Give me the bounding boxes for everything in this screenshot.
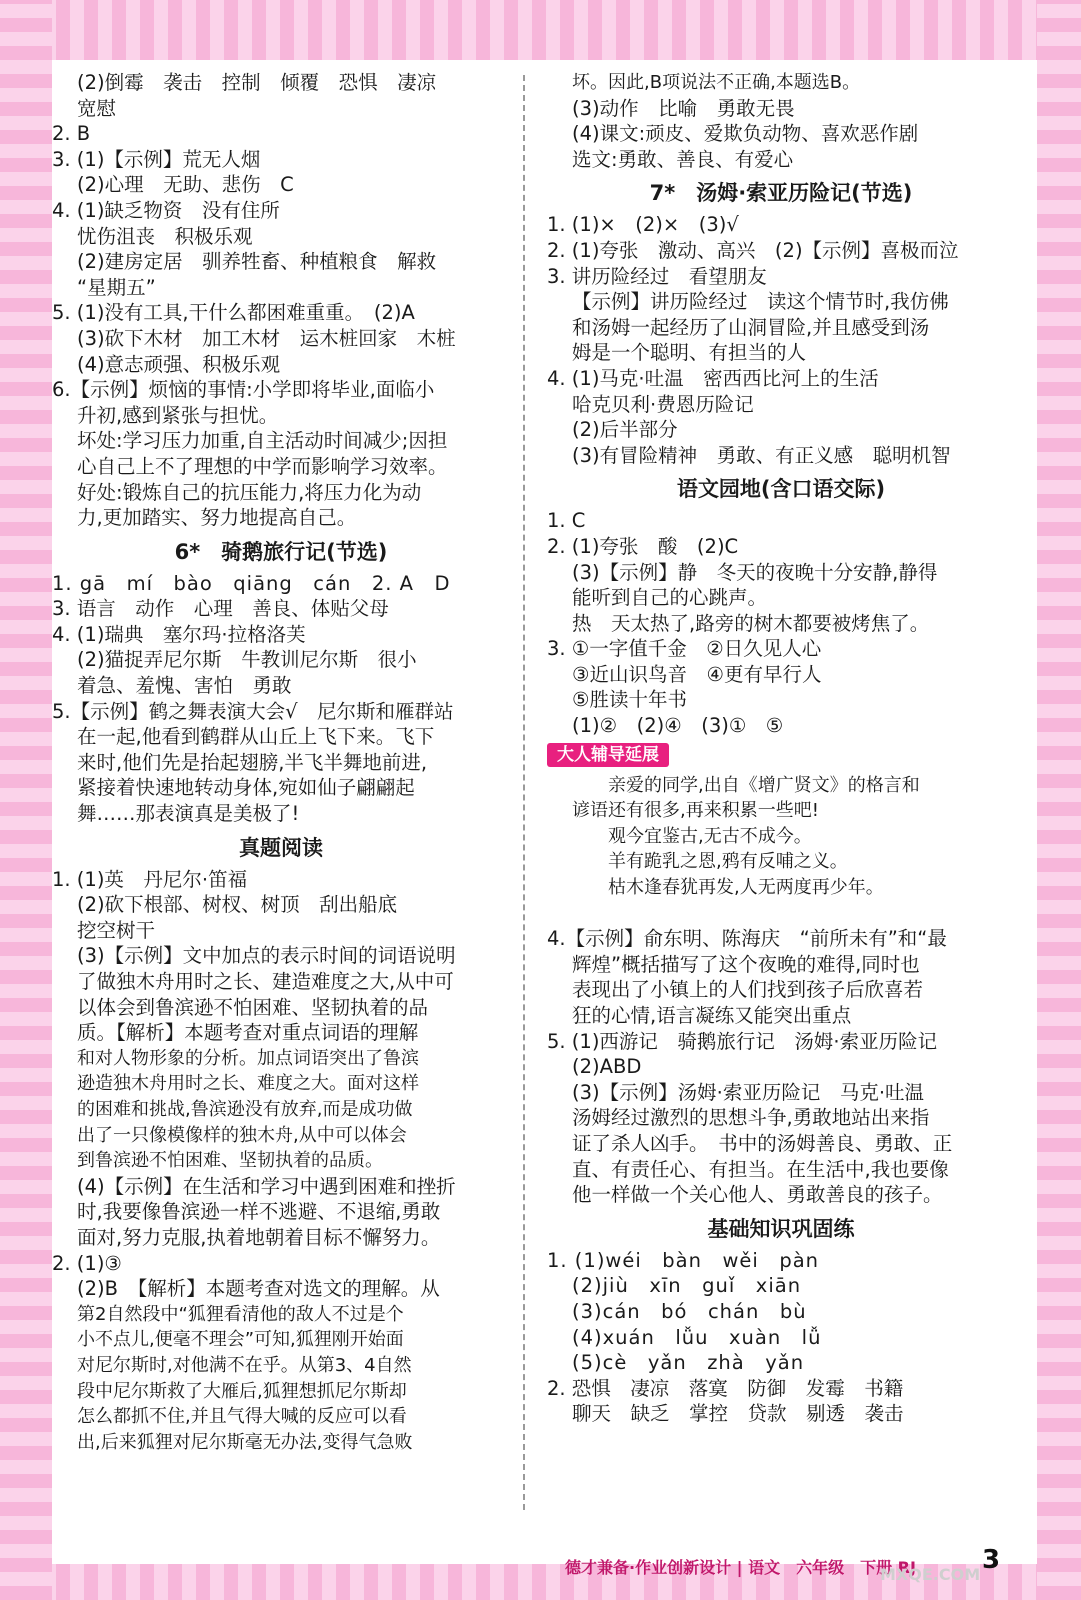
answer-line: 出,后来狐狸对尼尔斯毫无办法,变得气急败 xyxy=(77,1431,413,1453)
answer-line: 以体会到鲁滨逊不怕困难、坚韧执着的品 xyxy=(77,995,429,1019)
answer-line: 【示例】讲历险经过 读这个情节时,我仿佛 xyxy=(572,290,949,314)
answer-line: 哈克贝利·费恩历险记 xyxy=(572,392,754,416)
answer-line: 和对人物形象的分析。加点词语突出了鲁滨 xyxy=(77,1047,419,1069)
answer-line: 枯木逢春犹再发,人无两度再少年。 xyxy=(572,877,884,899)
answer-line: 段中尼尔斯救了大雁后,狐狸想抓尼尔斯却 xyxy=(77,1380,407,1402)
answer-line: 忧伤沮丧 积极乐观 xyxy=(77,224,253,248)
answer-line: (3)【示例】汤姆·索亚历险记 马克·吐温 xyxy=(572,1080,925,1104)
answer-line: 汤姆经过激烈的思想斗争,勇敢地站出来指 xyxy=(572,1106,930,1130)
answer-line: 3. 讲历险经过 看望朋友 xyxy=(547,264,767,288)
answer-line: 5.【示例】鹤之舞表演大会√ 尼尔斯和雁群站 xyxy=(52,699,454,723)
answer-line: 2. (1)夸张 激动、高兴 (2)【示例】喜极而泣 xyxy=(547,238,959,262)
answer-line: 1. (1)× (2)× (3)√ xyxy=(547,213,739,237)
answer-line: (3)【示例】静 冬天的夜晚十分安静,静得 xyxy=(572,560,938,584)
answer-line: 坏处:学习压力加重,自主活动时间减少;因担 xyxy=(77,429,448,453)
answer-line: “星期五” xyxy=(77,275,156,299)
answer-line: 辉煌”概括描写了这个夜晚的难得,同时也 xyxy=(572,952,920,976)
section-title: 6* 骑鹅旅行记(节选) xyxy=(174,539,388,564)
section-title: 真题阅读 xyxy=(239,835,323,860)
answer-line: (5)cè yǎn zhà yǎn xyxy=(572,1351,805,1375)
right-column xyxy=(547,70,1015,1427)
answer-line: 狂的心情,语言凝练又能突出重点 xyxy=(572,1004,852,1027)
answer-line: 1. (1)wéi bàn wěi pàn xyxy=(547,1248,820,1272)
answer-line: 对尼尔斯时,对他满不在乎。从第3、4自然 xyxy=(77,1354,412,1376)
answer-line: 好处:锻炼自己的抗压能力,将压力化为动 xyxy=(77,480,422,504)
answer-line: 来时,他们先是抬起翅膀,半飞半舞地前进, xyxy=(77,750,428,774)
answer-line: 2. (1)③ xyxy=(52,1251,122,1275)
answer-line: 羊有跪乳之恩,鸦有反哺之义。 xyxy=(572,851,848,873)
answer-line: 舞……那表演真是美极了! xyxy=(77,802,300,826)
answer-line: 宽慰 xyxy=(77,96,117,120)
answer-line: 4. (1)瑞典 塞尔玛·拉格洛芙 xyxy=(52,622,306,646)
answer-line: 3. 语言 动作 心理 善良、体贴父母 xyxy=(52,597,389,621)
answer-line: (3)动作 比喻 勇敢无畏 xyxy=(572,96,795,120)
answer-line: 小不点儿,便毫不理会”可知,狐狸刚开始面 xyxy=(77,1329,404,1351)
answer-line: 力,更加踏实、努力地提高自己。 xyxy=(77,506,357,530)
answer-line: 怎么都抓不住,并且气得大喊的反应可以看 xyxy=(77,1406,407,1428)
answer-line: (4)【示例】在生活和学习中遇到困难和挫折 xyxy=(77,1174,456,1198)
answer-line xyxy=(547,901,1015,927)
answer-line: 亲爱的同学,出自《增广贤文》的格言和 xyxy=(572,774,920,796)
answer-line: 2. B xyxy=(52,122,91,146)
answer-line: 逊造独木舟用时之长、难度之大。面对这样 xyxy=(77,1073,419,1095)
answer-line: 2. 恐惧 凄凉 落寞 防御 发霉 书籍 xyxy=(547,1376,904,1400)
answer-line: (2)B 【解析】本题考查对选文的理解。从 xyxy=(77,1277,440,1301)
answer-line: (4)xuán lǚu xuàn lǚ xyxy=(572,1325,822,1349)
answer-line: 和汤姆一起经历了山洞冒险,并且感受到汤 xyxy=(572,315,930,339)
answer-line: 心自己上不了理想的中学而影响学习效率。 xyxy=(77,454,448,478)
answer-line: 聊天 缺乏 掌控 贷款 剔透 袭击 xyxy=(572,1402,904,1426)
answer-line: (4)意志顽强、积极乐观 xyxy=(77,352,281,376)
answer-line: (2)砍下根部、树杈、树顶 刮出船底 xyxy=(77,893,398,917)
answer-line: 面对,努力克服,执着地朝着目标不懈努力。 xyxy=(77,1225,441,1249)
answer-line: 6.【示例】烦恼的事情:小学即将毕业,面临小 xyxy=(52,378,435,402)
answer-line: 4. (1)缺乏物资 没有住所 xyxy=(52,198,280,222)
answer-line: 1. C xyxy=(547,509,586,533)
answer-line: 4. (1)马克·吐温 密西西比河上的生活 xyxy=(547,366,879,390)
answer-line: 观今宜鉴古,无古不成今。 xyxy=(572,825,812,847)
left-column xyxy=(52,70,510,1455)
answer-line: 3. ①一字值千金 ②日久见人心 xyxy=(547,637,822,661)
answer-line: 5. (1)西游记 骑鹅旅行记 汤姆·索亚历险记 xyxy=(547,1029,938,1053)
decorative-border-top xyxy=(0,0,1081,60)
answer-line: (3)【示例】文中加点的表示时间的词语说明 xyxy=(77,944,456,968)
column-divider xyxy=(523,75,525,1510)
answer-line: 4.【示例】俞东明、陈海庆 “前所未有”和“最 xyxy=(547,927,947,951)
watermark: MXQE.COM xyxy=(880,1565,981,1584)
badge-row xyxy=(547,739,1015,773)
section-title: 语文园地(含口语交际) xyxy=(676,477,886,502)
answer-line: 证了杀人凶手。 书中的汤姆善良、勇敢、正 xyxy=(572,1131,953,1155)
answer-line: 1. gā mí bào qiāng cán 2. A D xyxy=(52,571,451,595)
answer-line: 姆是一个聪明、有担当的人 xyxy=(572,341,807,365)
answer-line: 着急、羞愧、害怕 勇敢 xyxy=(77,674,292,698)
answer-line: 3. (1)【示例】荒无人烟 xyxy=(52,147,261,171)
answer-line: 到鲁滨逊不怕困难、坚韧执着的品质。 xyxy=(77,1150,383,1172)
answer-line: 在一起,他看到鹤群从山丘上飞下来。飞下 xyxy=(77,725,435,749)
answer-line: (2)建房定居 驯养牲畜、种植粮食 解救 xyxy=(77,250,437,274)
answer-line: 直、有责任心、有担当。在生活中,我也要像 xyxy=(572,1157,949,1181)
answer-line: (3)砍下木材 加工木材 运木桩回家 木桩 xyxy=(77,326,456,350)
answer-line: 出了一只像模像样的独木舟,从中可以体会 xyxy=(77,1124,407,1146)
answer-line: (3)cán bó chán bù xyxy=(572,1299,807,1323)
answer-line: 2. (1)夸张 酸 (2)C xyxy=(547,534,739,558)
section-title: 基础知识巩固练 xyxy=(707,1216,855,1241)
answer-line: 了做独木舟用时之长、建造难度之大,从中可 xyxy=(77,970,454,993)
answer-line: 坏。因此,B项说法不正确,本题选B。 xyxy=(572,72,861,93)
answer-line: (1)② (2)④ (3)① ⑤ xyxy=(572,714,784,738)
answer-line: 升初,感到紧张与担忧。 xyxy=(77,403,279,427)
answer-line: (2)心理 无助、悲伤 C xyxy=(77,173,294,197)
page-number: 3 xyxy=(982,1545,1001,1575)
answer-line: (4)课文:顽皮、爱欺负动物、喜欢恶作剧 xyxy=(572,122,919,146)
answer-line: 紧接着快速地转动身体,宛如仙子翩翩起 xyxy=(77,776,415,800)
decorative-border-left xyxy=(0,0,52,1600)
answer-line: 1. (1)英 丹尼尔·笛福 xyxy=(52,867,248,891)
answer-line: 的困难和挑战,鲁滨逊没有放弃,而是成功做 xyxy=(77,1098,413,1120)
answer-line: 他一样做一个关心他人、勇敢善良的孩子。 xyxy=(572,1183,943,1207)
footer-brand: 德才兼备·作业创新设计 | 语文 六年级 下册 RJ xyxy=(565,1558,916,1577)
answer-line: (2)猫捉弄尼尔斯 牛教训尼尔斯 很小 xyxy=(77,648,417,672)
answer-line: (3)有冒险精神 勇敢、有正义感 聪明机智 xyxy=(572,443,951,467)
answer-line: 挖空树干 xyxy=(77,918,156,942)
answer-line: 第2自然段中“狐狸看清他的敌人不过是个 xyxy=(77,1303,404,1325)
answer-line: 热 天太热了,路旁的树木都要被烤焦了。 xyxy=(572,611,930,635)
decorative-border-right xyxy=(1037,0,1081,1600)
answer-line: 质。【解析】本题考查对重点词语的理解 xyxy=(77,1021,419,1045)
answer-line: ⑤胜读十年书 xyxy=(572,688,687,712)
answer-line: 谚语还有很多,再来积累一些吧! xyxy=(572,800,819,822)
answer-line: (2)倒霉 袭击 控制 倾覆 恐惧 凄凉 xyxy=(77,71,437,94)
answer-line: 选文:勇敢、善良、有爱心 xyxy=(572,147,794,171)
answer-line: (2)jiù xīn guǐ xiān xyxy=(572,1274,802,1298)
answer-line: 能听到自己的心跳声。 xyxy=(572,586,768,610)
answer-line: 5. (1)没有工具,干什么都困难重重。 (2)A xyxy=(52,301,415,325)
answer-line: ③近山识鸟音 ④更有早行人 xyxy=(572,662,822,686)
answer-line: 时,我要像鲁滨逊一样不逃避、不退缩,勇敢 xyxy=(77,1200,441,1224)
answer-line: (2)ABD xyxy=(572,1055,642,1079)
section-title: 7* 汤姆·索亚历险记(节选) xyxy=(649,181,913,206)
tutor-extension-badge: 大人辅导延展 xyxy=(547,743,669,767)
answer-line: (2)后半部分 xyxy=(572,418,678,442)
answer-line: 表现出了小镇上的人们找到孩子后欣喜若 xyxy=(572,978,924,1002)
